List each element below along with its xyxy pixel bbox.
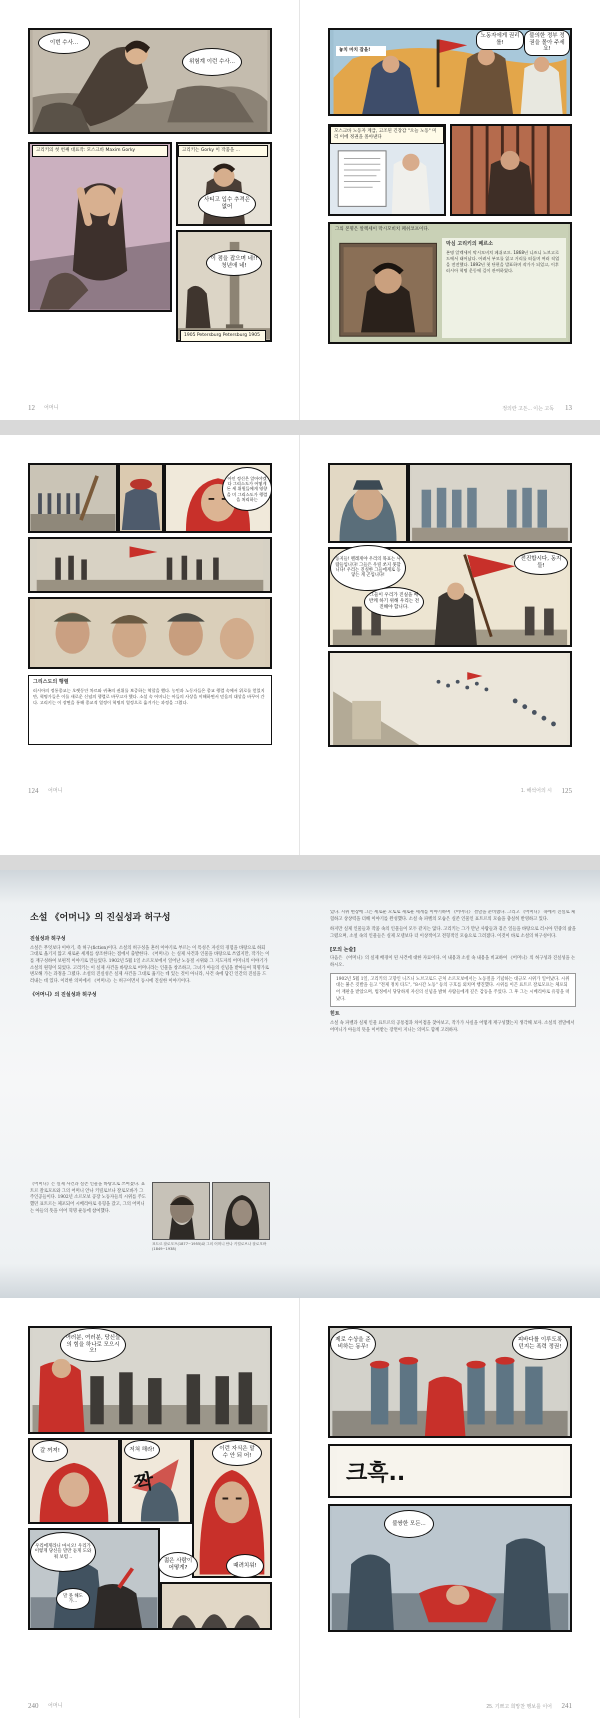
panel-illustration: [30, 539, 270, 591]
panel-mother-fallen: [328, 1504, 572, 1632]
essay-right-text-3: 다음은 《어머니》의 실제 배경이 된 사건에 대한 자료이다. 이 내용과 소설 속 내용을 비교하여 《어머니》의 허구성과 진실성을 논하시오.: [330, 956, 576, 969]
essay-right-text-4: 소설 속 파벨과 실제 인물 표트르의 공통점과 차이점을 찾아보고, 작가가 사실을 어떻게 재구성했는지 생각해 보자. 소설의 결말에서 어머니가 아들의 뜻을 이어받는 장면이 지니는 의미도 함께 고려하자.: [330, 1021, 575, 1033]
page-125: [300, 435, 600, 855]
info-box-title: 그리스도의 행렬: [33, 679, 69, 685]
panel-onlookers: [160, 1582, 272, 1630]
essay-heading-3: [모의 논술]: [330, 946, 356, 953]
page-number: 12: [28, 404, 35, 412]
essay-left-text-2: 《어머니》는 실제 사건과 실존 인물을 바탕으로 쓰여졌다. 표트르 잘로모프와 그의 어머니 안나 키릴로브나 잘로모바가 그 주인공들이다. 1902년 소르모보 공장 노동자들의 시위를 주도했던 표트르는 체포되어 시베리아로 유형을 갔고, 그의 어머니는 아들의 뜻을 이어 혁명 운동에 참여했다.: [30, 1182, 146, 1214]
panel-soldier-back: [118, 463, 164, 533]
page-240: [0, 1298, 300, 1718]
panel-despair: [28, 142, 172, 312]
panel-aerial-march: [328, 651, 572, 747]
page-13: [300, 0, 600, 420]
panel-crowd-street: [28, 537, 272, 593]
folio: 어머니: [48, 788, 63, 794]
essay-left-text: 소설은 무엇보다 이야기, 즉 허구(fiction)이다. 소설의 허구성을 흔히 이야기로 부르는 이 특성은 자신의 경험을 바탕으로 하되 그대로 옮기지 않고 새로운 세계를 창조한다는 점에서 출발한다. 《어머니》는 실제 사건과 인물을 바탕으로 쓰였지만, 작가는 이를 재구성하여 보편적 이야기로 만들었다. 1902년 5월 1일 소르모보에서 일어난 노동절 시위와 그 지도자의 어머니의 이야기가 소설의 원형이 되었다. 고리키는 이 실제 사건을 바탕으로 어머니라는 인물을 창조하고, 그녀가 아들의 신념을 받아들여 혁명가로 변모해 가는 과정을 그렸다. 소설의 진실성은 실제 사건을 그대로 옮기는 데 있는 것이 아니라, 사건 속에 담긴 인간의 진실을 드러내는 데 있다. 이러한 의미에서 《어머니》는 허구이면서 동시에 진실한 이야기이다.: [30, 945, 270, 985]
essay-heading-2: 《어머니》의 진실성과 허구성: [30, 991, 97, 998]
map-label: 놓치 마치 잡을!: [336, 46, 386, 56]
panel-illustration: [30, 144, 170, 310]
panel-soldiers-march: [28, 463, 118, 533]
quote-box: 1902년 5월 1일, 고리키의 고향인 니즈니 노브고로드 근처 소르모보에서는 노동절을 기념하는 대규모 시위가 일어났다. 시위대는 붉은 깃발을 들고 "전제 정치 타도", "8시간 노동" 등의 구호를 외치며 행진했다. 시위를 이끈 표트르 잘로모프는 체포되어 재판을 받았으며, 법정에서 당당하게 자신의 신념을 밝혀 사람들에게 깊은 감동을 주었다. 그 후 그는 시베리아로 유형을 떠났다.: [330, 973, 576, 1008]
panel-soldier-face: [328, 463, 408, 543]
page-number: 125: [561, 787, 572, 795]
caption-3: 1905 Petersburg Petersburg 1905: [180, 330, 266, 342]
panel-illustration: [30, 465, 116, 531]
panel-illustration: [330, 653, 570, 745]
caption-1: 고리키의 첫 번째 대표작: 모스크바 Maxim Gorky: [32, 145, 168, 157]
photo-petr: [152, 1182, 210, 1240]
panel-soldier-line: [408, 463, 572, 543]
essay-left-column: [30, 932, 270, 1172]
spread-1: [0, 0, 600, 420]
panel-faces: [28, 597, 272, 669]
panel-column-square: [176, 230, 272, 342]
speech-bubble-1: 아인 정신은 알아야겠다 그리스도가 어떻게든 세 위원들에게 영향을 미 그리스도가 행렬을 처리하는: [222, 467, 272, 511]
speech-bubble-3: 사티고 입수 추격은 없어: [198, 190, 256, 218]
speech-bubble-3: 저쳐 해라!: [124, 1440, 160, 1460]
panel-illustration: [330, 465, 406, 541]
spread-2: [0, 435, 600, 855]
bio-title: 막심 고리키의 페르소: [446, 241, 493, 247]
panel-illustration: [162, 1584, 270, 1628]
speech-bubble-2: 갈 꺼져!: [32, 1440, 68, 1462]
speech-bubble-1: 여러분, 여러분, 당신들의 힘을 하나로 모으시오!: [60, 1328, 126, 1362]
essay-right-column: [330, 910, 576, 1280]
spread-4: [0, 1298, 600, 1718]
speech-bubble-4: 이 점을 잡으며 네!! 청년애 네!: [206, 250, 262, 276]
speech-bubble-11: 불쌍한 모든...: [384, 1510, 434, 1538]
photo-anna: [212, 1182, 270, 1240]
caption-4: 모스크바 노동자 계급, 고조된 긴장감 "오늘 노동" 미리 이에 정권을 몰아낸다: [330, 126, 444, 144]
speech-bubble-9: 제로 수상을 준비하는 동무!: [330, 1328, 376, 1360]
speech-bubble-4: 그들이 우리가 진실을 배반케 하기 위해 우리는 전진해야 합니다.: [364, 587, 424, 617]
panel-illustration: [178, 232, 270, 340]
speech-bubble-10: 피바다를 이루도록 던지는 폭력 정권!: [512, 1328, 568, 1360]
page-number: 240: [28, 1702, 39, 1710]
info-box-body: 러시아의 정통종교는 오랫동안 차르와 귀족의 권위를 보증하는 역할을 했다. 농민과 노동자들은 종교 행렬 속에서 위로를 얻었지만, 혁명가들은 이를 새로운 신념의 행렬로 바꾸고자 했다. 소설 속 어머니는 아들의 사상을 이해하면서 믿음의 대상을 바꾸어 간다. 고리키는 이 장면을 통해 종교적 열정이 혁명의 열정으로 옮겨가는 과정을 그렸다.: [33, 688, 265, 705]
panel-illustration: [452, 126, 570, 214]
page-number: 241: [561, 1702, 572, 1710]
panel-illustration: [410, 465, 570, 541]
bio-body: 본명 알렉세이 막시모비치 페쉬코프. 1868년 니즈니 노브고로드에서 태어났다. 어려서 부모를 잃고 거리를 떠돌며 여러 직업을 전전했다. 1892년 첫 단편을 발표하며 작가가 되었고, 이후 러시아 혁명 운동에 깊이 관여하였다.: [446, 250, 560, 273]
speech-bubble-1: 이번 수사...: [38, 32, 90, 54]
speech-bubble-2: 동지들! 펠레게야 우리의 목표는 사람들입니다! 그들은 우릴 쏘지 못합니다! 우리는 진실한 그들에게로 동닿는 게 곤입니다!: [330, 545, 406, 591]
speech-bubble-5: 우리에게라니 마시오! 우리가 이렇게 당신들 말만 듣게 도와줘 보렴 ..: [30, 1532, 96, 1572]
sound-effect-slap: 짝: [132, 1468, 156, 1496]
bio-box: [442, 238, 566, 338]
essay-heading-4: 힌트: [330, 1011, 340, 1018]
speech-bubble-8: 때려치워!: [226, 1554, 264, 1578]
page-241: [300, 1298, 600, 1718]
sound-effect-groan: 크흑..: [346, 1461, 406, 1486]
folio: 정의란 고든... 이는 고독: [502, 406, 554, 412]
page-124: [0, 435, 300, 855]
page-number: 124: [28, 787, 39, 795]
essay-right-text-2: 하지만 실제 인물들과 작품 속의 인물들이 모두 같지는 않다. 고리키는 그가 만난 사람들과 겪은 일들을 바탕으로 러시아 민중의 삶을 그렸으며, 소설 속의 인물들은 실제 모델보다 더 이상적이고 전형적인 모습으로 그려졌다. 이것이 바로 소설의 허구성이다.: [330, 927, 576, 939]
panel-illustration: [120, 465, 162, 531]
speech-bubble-7: 젊은 사람이 어떻게?: [158, 1552, 198, 1578]
panel-prison: [450, 124, 572, 216]
page-12: [0, 0, 300, 420]
speech-bubble-4: 이런 자식은 말 수 안 되 어!: [212, 1440, 262, 1466]
folio: 어머니: [48, 1703, 63, 1709]
speech-bubble-r3: 불의한 정부 정권을 몰아 주세요!: [524, 30, 570, 56]
info-box: [28, 675, 272, 745]
speech-bubble-r2: 노동자에게 권리를!: [476, 30, 524, 50]
panel-illustration: [30, 599, 270, 667]
essay-heading-1: 진실성과 허구성: [30, 936, 66, 942]
speech-bubble-3: 전진합시다, 동지들!: [514, 551, 568, 575]
folio: 25. 기쁘고 희망찬 행보를 이어: [486, 1704, 552, 1710]
folio: 1. 해석어의 시: [520, 788, 552, 794]
caption-5: 그의 본명은 알렉세이 막시모비치 페쉬코프이다.: [335, 227, 430, 232]
essay-right-text-1: 있다. 시위 현장에 그는 세로운 모토로 새로운 세계를 이야기하며 《어머니》 결말을 준비했다. 그리고 《어머니》 속에서 진실로 체험하고 상상력을 더해 이야기를 완성했다. 소설 속 파벨의 모습은 실존 인물인 표트르의 모습을 충실히 반영하고 있다.: [330, 910, 576, 922]
photo-caption: 표트르 잘로모프(1877~1955)와 그의 어머니 안나 키릴로브나 잘로모바(1849~1938): [152, 1242, 267, 1251]
folio: 어머니: [44, 405, 59, 411]
speech-bubble-6: 말 못 해도 가...: [56, 1588, 90, 1610]
caption-2: 고리키는 Gorky 이 작품을 ...: [178, 145, 268, 157]
speech-bubble-2: 위험계 이런 수사...: [182, 48, 242, 76]
panel-illustration: [330, 1506, 570, 1630]
page-number: 13: [565, 404, 572, 412]
essay-spread: [0, 870, 600, 1298]
essay-title: 소설 《어머니》의 진실성과 허구성: [30, 913, 171, 923]
